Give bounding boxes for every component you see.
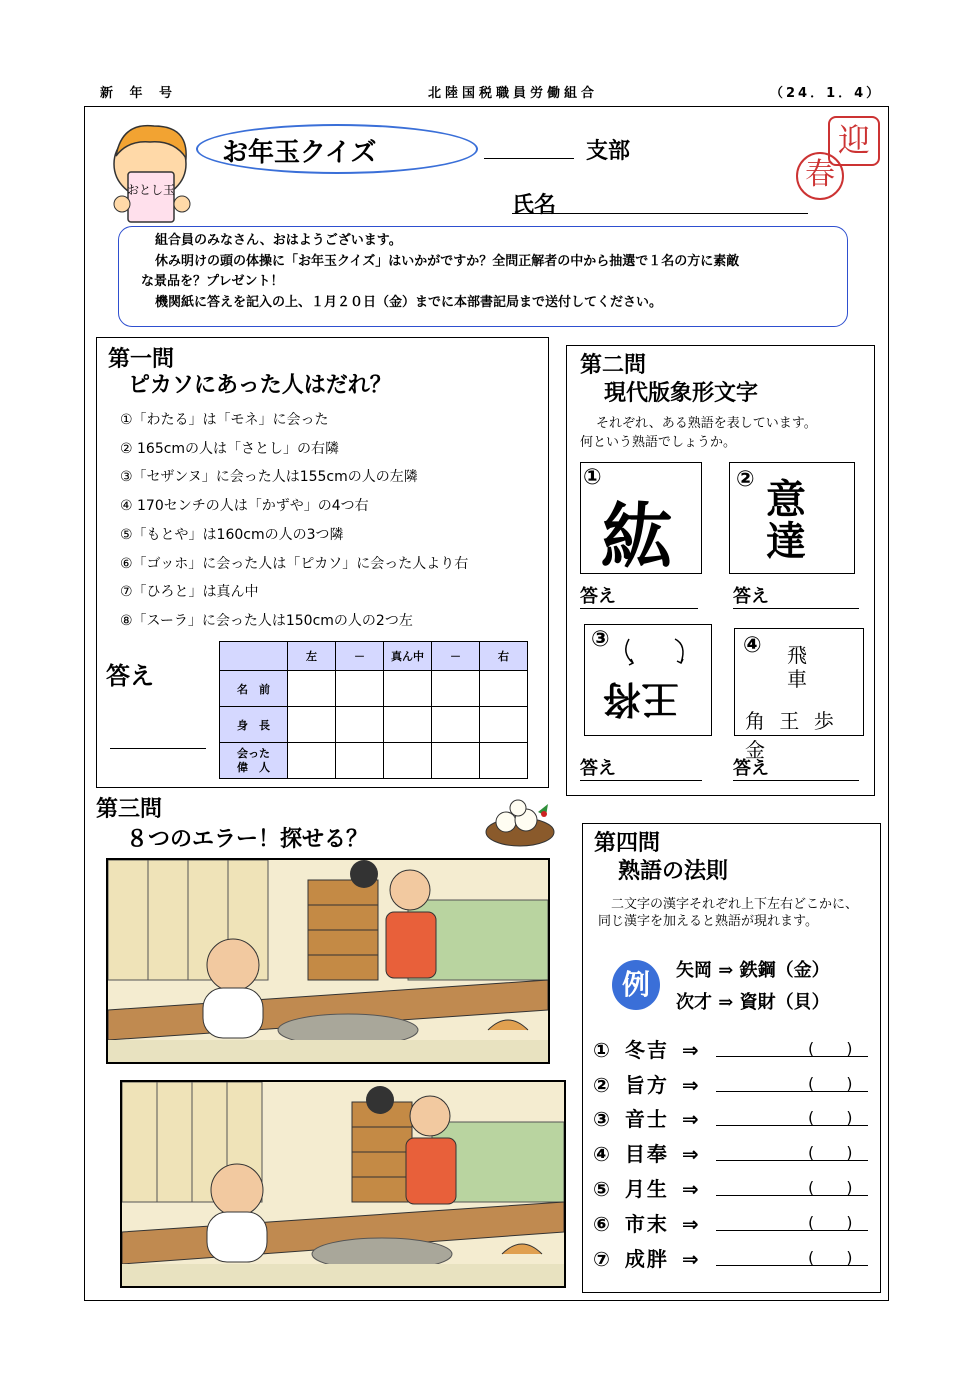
q4-item-arrow: ⇒ [681,1107,699,1131]
q4-item-arrow: ⇒ [681,1038,699,1062]
puzzle-2 [729,462,855,574]
q2-label: 第二問 [580,353,647,378]
intro-line-2: 休み明けの頭の体操に「お年玉クイズ」はいかがですか？全問正解者の中から抽選で１名の方に素敵 [155,253,740,269]
stamp-top: 迎 [828,116,880,166]
boy-illustration [104,120,198,224]
puzzle-1-char: 紘 [601,494,674,579]
q2-desc-2: 何という熟語でしょうか。 [580,435,737,450]
name-label: 氏名 [512,193,557,218]
q2-answer-3[interactable]: 答え [580,754,702,781]
table-corner [220,642,288,671]
q1-title: ピカソにあった人はだれ？ [128,373,392,398]
puzzle-2-num: ② [736,467,755,492]
q4-item [593,1208,699,1237]
quiz-title: お年玉クイズ [222,138,377,168]
q1-label: 第一問 [108,347,175,372]
stamp-bottom: 春 [796,152,844,200]
q4-item-arrow: ⇒ [681,1177,699,1201]
puzzle-2-chars [766,476,806,565]
row-label-met-2: 偉 人 [237,760,270,774]
puzzle-3-num: ③ [591,627,610,652]
puzzle-4-top-1: 飛 [787,643,807,667]
q4-answer-line[interactable] [716,1074,868,1093]
q4-title: 熟語の法則 [618,859,729,884]
q4-item [593,1034,699,1063]
q4-item-arrow: ⇒ [681,1142,699,1166]
row-label-height: 身 長 [220,707,288,743]
q4-item-pair: 旨方 [624,1073,669,1097]
branch-label: 支部 [586,139,631,164]
answer-cell[interactable] [288,671,336,707]
answer-cell[interactable] [288,743,336,779]
intro-line-3: な景品を？プレゼント！ [141,274,284,289]
answer-cell[interactable] [288,707,336,743]
puzzle-3 [584,624,712,736]
puzzle-4-row: 角 王 歩 金 [745,709,838,762]
q1-hint: ④ 170センチの人は「かずや」の4つ右 [120,498,369,515]
q4-item-arrow: ⇒ [681,1247,699,1271]
q4-item-num: ③ [593,1107,610,1131]
q4-answer-paren: ( ) [808,1178,853,1197]
answer-cell[interactable] [480,707,528,743]
q4-item [593,1103,699,1132]
intro-box [118,226,848,327]
q4-answer-line[interactable] [716,1178,868,1197]
answer-cell[interactable] [432,743,480,779]
q1-answer-table [219,641,528,779]
name-line[interactable] [512,213,808,214]
q2-desc-1: それぞれ、ある熟語を表しています。 [596,416,817,431]
q2-answer-2[interactable]: 答え [733,582,859,609]
q4-item-num: ① [593,1038,610,1062]
spot-difference-image-2[interactable] [120,1080,566,1288]
q4-answer-paren: ( ) [808,1143,853,1162]
q1-hint: ⑦「ひろと」は真ん中 [120,584,259,601]
q4-item-num: ④ [593,1142,610,1166]
table-head-cell: － [432,642,480,671]
q4-answer-paren: ( ) [808,1039,853,1058]
q4-answer-line[interactable] [716,1143,868,1162]
answer-cell[interactable] [480,743,528,779]
q1-hint: ⑥「ゴッホ」に会った人は「ピカソ」に会った人より右 [120,555,469,572]
q2-title: 現代版象形文字 [604,381,759,406]
q4-item-pair: 音士 [624,1107,669,1131]
q4-item [593,1173,699,1202]
q4-item-arrow: ⇒ [681,1212,699,1236]
union-name: 北陸国税職員労働組合 [428,86,599,101]
q1-hints [120,406,468,636]
q4-item [593,1243,699,1272]
rotate-arrows-icon [619,633,699,673]
mochi-icon [484,794,556,848]
q4-item-num: ⑥ [593,1212,610,1236]
example-1: 矢岡 ⇒ 鉄鋼（金） [676,960,830,981]
q4-answer-line[interactable] [716,1248,868,1267]
answer-cell[interactable] [480,671,528,707]
puzzle-2-bottom: 達 [766,518,806,565]
q3-title: ８つのエラー！探せる？ [126,827,369,852]
spot-difference-image-1[interactable] [106,858,550,1064]
puzzle-4-top-2: 車 [787,667,807,691]
q4-item-pair: 市末 [624,1212,669,1236]
answer-cell[interactable] [336,743,384,779]
row-label-name: 名 前 [220,671,288,707]
q4-label: 第四問 [594,831,661,856]
intro-line-4: 機関紙に答えを記入の上、１月２０日（金）までに本部書記局まで送付してください。 [155,294,663,310]
puzzle-4 [734,628,864,762]
puzzle-3-text: 王将 [603,677,680,722]
row-label-met-1: 会った [237,746,270,760]
q1-hint: ② 165cmの人は「さとし」の右隣 [120,440,340,457]
table-head-cell: － [336,642,384,671]
q4-answer-line[interactable] [716,1213,868,1232]
answer-cell[interactable] [384,743,432,779]
q4-item-pair: 月生 [624,1177,669,1201]
table-head-cell: 右 [480,642,528,671]
envelope-text: おとし玉 [126,183,176,197]
q4-item-pair: 目奉 [624,1142,669,1166]
q4-answer-paren: ( ) [808,1213,853,1232]
quiz-title-oval [196,124,478,174]
q1-answer-line[interactable] [110,748,206,749]
q2-answer-4[interactable]: 答え [733,754,859,781]
q4-answer-paren: ( ) [808,1108,853,1127]
issue-label: 新 年 号 [100,86,179,101]
answer-cell[interactable] [336,671,384,707]
q1-hint: ①「わたる」は「モネ」に会った [120,412,329,428]
puzzle-1-num: ① [583,465,602,490]
q4-desc: 二文字の漢字それぞれ上下左右どこかに、同じ漢字を加えると熟語が現れます。 [598,897,859,929]
q1-hint: ③「セザンヌ」に会った人は155cmの人の左隣 [120,469,418,486]
q2-answer-1[interactable]: 答え [580,582,698,609]
answer-cell[interactable] [432,671,480,707]
q4-answer-line[interactable] [716,1108,868,1127]
example-2: 次才 ⇒ 資財（貝） [676,992,830,1013]
issue-date: （24．1．4） [770,86,883,101]
q4-item [593,1138,699,1167]
q4-item-arrow: ⇒ [681,1073,699,1097]
row-label-met [220,743,288,779]
intro-line-1: 組合員のみなさん、おはようございます。 [155,233,402,248]
table-head-cell: 真ん中 [384,642,432,671]
answer-cell[interactable] [384,707,432,743]
q4-item-num: ⑤ [593,1177,610,1201]
q4-answer-paren: ( ) [808,1074,853,1093]
puzzle-1 [580,462,702,579]
answer-cell[interactable] [336,707,384,743]
puzzle-2-top: 意 [766,476,806,523]
puzzle-4-top [787,643,807,691]
example-badge: 例 [612,960,660,1010]
q1-answer-label: 答え [106,662,154,690]
answer-cell[interactable] [432,707,480,743]
q4-item-pair: 成胖 [624,1247,669,1271]
q4-item [593,1069,699,1098]
q4-answer-line[interactable] [716,1039,868,1058]
q4-item-pair: 冬吉 [624,1038,669,1062]
table-head-cell: 左 [288,642,336,671]
branch-line [484,158,574,159]
q4-item-num: ② [593,1073,610,1097]
q1-hint: ⑤「もとや」は160cmの人の3つ隣 [120,526,344,543]
answer-cell[interactable] [384,671,432,707]
q4-answer-paren: ( ) [808,1248,853,1267]
puzzle-4-num: ④ [743,633,762,658]
q3-label: 第三問 [96,797,163,822]
q1-hint: ⑧「スーラ」に会った人は150cmの人の2つ左 [120,612,413,629]
q4-item-num: ⑦ [593,1247,610,1271]
